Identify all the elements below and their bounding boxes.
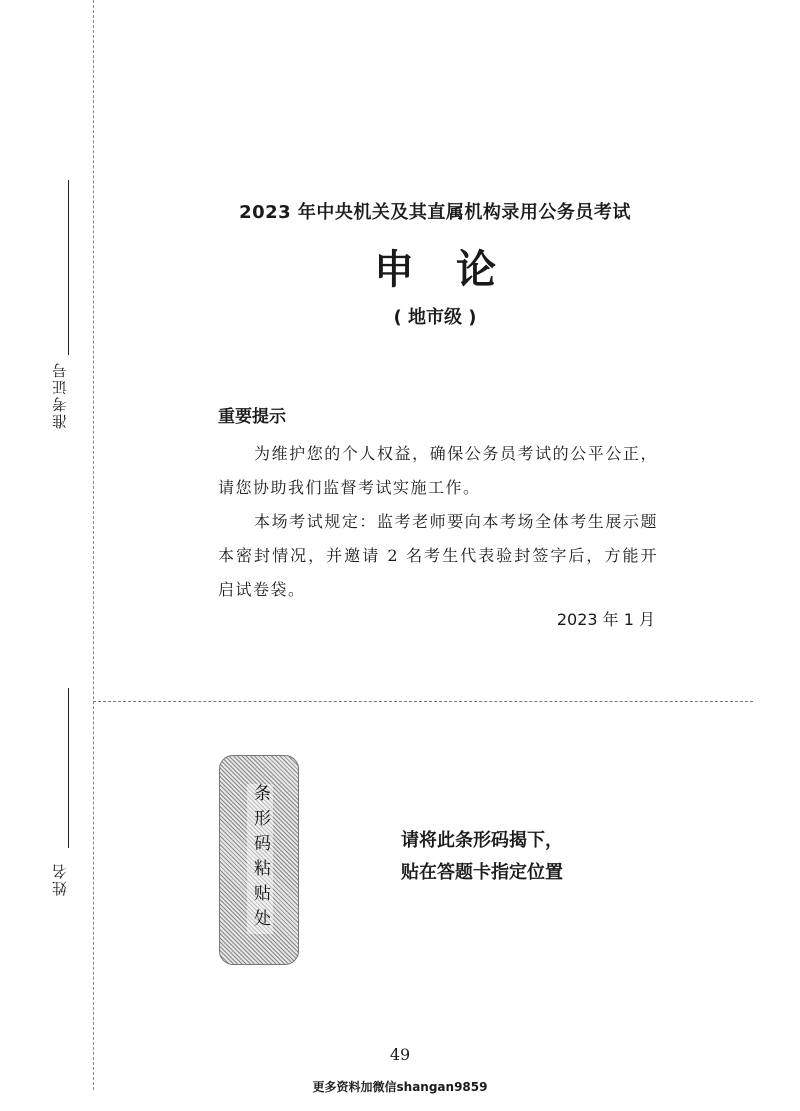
barcode-sticker-area[interactable] [219, 755, 299, 965]
name-label: 姓名 [51, 862, 69, 896]
barcode-area-label: 条形码粘贴处 [247, 784, 273, 934]
binding-dotted-line [93, 0, 94, 1090]
exam-id-label: 准考证号 [51, 361, 69, 429]
barcode-instruction-line: 贴在答题卡指定位置 [401, 862, 563, 883]
notice-paragraph: 为维护您的个人权益，确保公务员考试的公平公正，请您协助我们监督考试实施工作。 [218, 444, 658, 497]
footer-note: 更多资料加微信shangan9859 [312, 1080, 488, 1094]
page-number: 49 [389, 1045, 411, 1064]
notice-date: 2023 年 1 月 [556, 610, 655, 629]
notice-heading: 重要提示 [218, 407, 286, 427]
exam-title: 2023 年中央机关及其直属机构录用公务员考试 [239, 202, 631, 223]
cut-dotted-line [93, 701, 753, 702]
name-write-line [68, 688, 69, 848]
notice-paragraph: 本场考试规定：监考老师要向本考场全体考生展示题本密封情况，并邀请 2 名考生代表验封签字后，方能开启试卷袋。 [218, 512, 658, 599]
barcode-instruction-line: 请将此条形码揭下， [401, 830, 563, 851]
subject-title: 申论 [374, 247, 538, 293]
name-field [48, 688, 72, 903]
exam-level: ( 地市级 ) [393, 307, 477, 328]
